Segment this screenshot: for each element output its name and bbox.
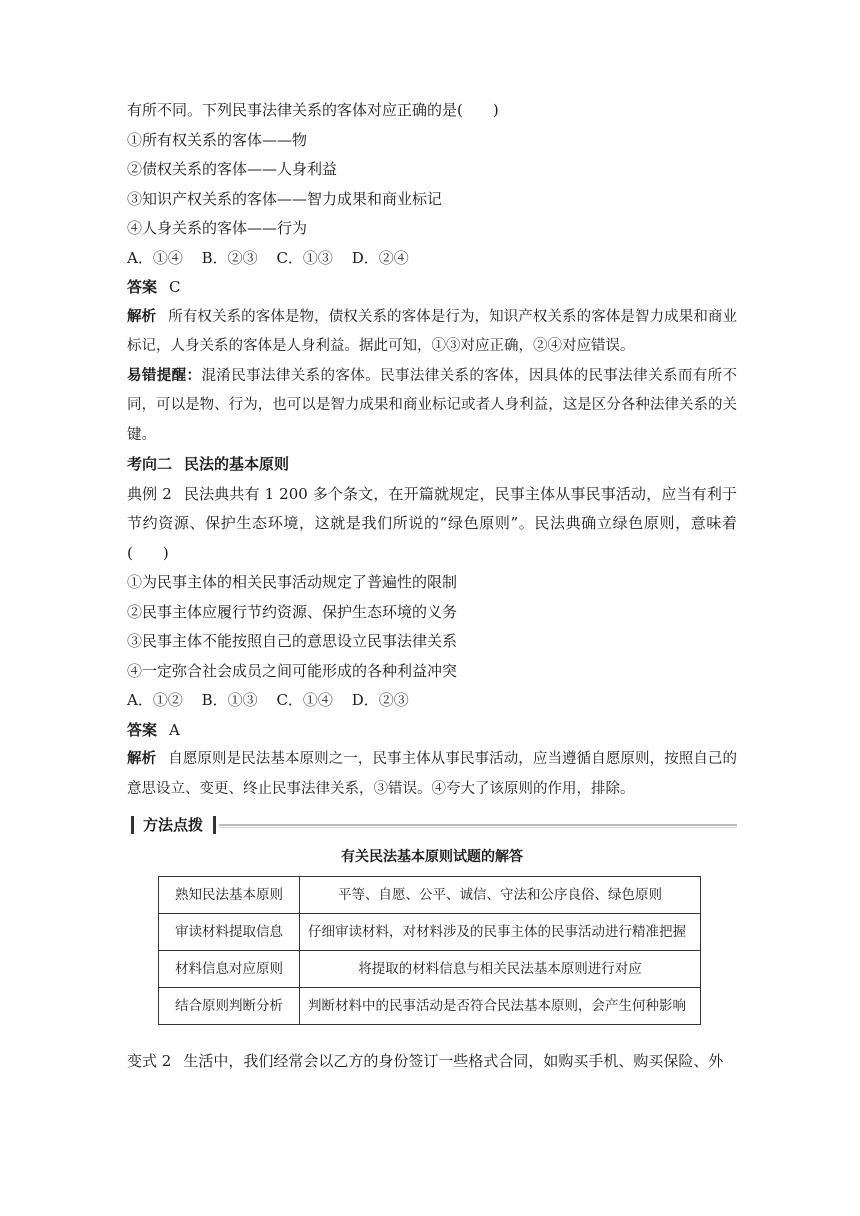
tip-paragraph (127, 362, 737, 451)
row-value: 判断材料中的民事活动是否符合民法基本原则，会产生何种影响 (300, 988, 701, 1025)
option-b: B．②③ (201, 248, 258, 267)
row-key: 审读材料提取信息 (159, 914, 300, 951)
answer-line (127, 273, 737, 303)
choice-item-4: ④人身关系的客体——行为 (127, 219, 308, 237)
tip-label: 易错提醒： (127, 367, 202, 384)
analysis-label: 解析 (127, 751, 157, 767)
answer-options (127, 244, 737, 274)
analysis-label: 解析 (127, 308, 157, 325)
method-bar (127, 812, 737, 838)
section-heading (127, 450, 737, 480)
analysis-text: 自愿原则是民法基本原则之一，民事主体从事民事活动，应当遵循自愿原则，按照自己的意思设立、变更、终止民事法律关系，③错误。④夸大了该原则的作用，排除。 (127, 751, 737, 797)
example-options (127, 686, 737, 716)
section-title: 民法的基本原则 (184, 455, 290, 473)
option-d: D．②③ (351, 691, 409, 709)
example-answer-line (127, 716, 737, 746)
method-table (158, 876, 701, 1025)
table-row (159, 877, 701, 914)
option-c: C．①④ (276, 691, 333, 709)
row-value: 仔细审读材料，对材料涉及的民事主体的民事活动进行精准把握 (300, 914, 701, 951)
question-stem-tail: 有所不同。下列民事法律关系的客体对应正确的是( ) (127, 101, 499, 119)
section-number: 考向二 (127, 455, 173, 473)
choice-item-2: ②债权关系的客体——人身利益 (127, 160, 338, 178)
document-page (127, 96, 737, 1077)
option-a: A．①④ (127, 248, 183, 267)
answer-label: 答案 (127, 720, 158, 739)
option-a: A．①② (127, 691, 183, 709)
variant-text: 生活中，我们经常会以乙方的身份签订一些格式合同，如购买手机、购买保险、外 (183, 1052, 724, 1070)
example-item-4: ④一定弥合社会成员之间可能形成的各种利益冲突 (127, 661, 458, 680)
bar-rule-secondary (219, 827, 737, 828)
table-row (159, 951, 701, 988)
analysis-text: 所有权关系的客体是物，债权关系的客体是行为，知识产权关系的客体是智力成果和商业标记，人身关系的客体是人身利益。据此可知，①③对应正确，②④对应错误。 (127, 308, 737, 354)
row-key: 熟知民法基本原则 (159, 877, 300, 914)
choice-item-1: ①所有权关系的客体——物 (127, 130, 308, 149)
analysis-paragraph (127, 303, 737, 362)
option-c: C．①③ (276, 248, 333, 267)
example-analysis-paragraph (127, 745, 737, 804)
table-row (159, 988, 701, 1025)
tip-text: 混淆民事法律关系的客体。民事法律关系的客体，因具体的民事法律关系而有所不同，可以是物、行为，也可以是智力成果和商业标记或者人身利益，这是区分各种法律关系的关键。 (127, 367, 737, 443)
variant-stem (127, 1047, 737, 1077)
variant-label: 变式 2 (127, 1052, 172, 1070)
example-label: 典例 2 (127, 484, 172, 503)
option-d: D．②④ (351, 248, 409, 267)
row-key: 结合原则判断分析 (159, 988, 300, 1025)
bar-left-mark (131, 816, 134, 834)
example-text: 民法典共有 1 200 多个条文，在开篇就规定，民事主体从事民事活动，应当有利于节约资源、保护生态环境，这就是我们所说的“绿色原则”。民法典确立绿色原则，意味着( ) (127, 484, 738, 562)
table-row (159, 914, 701, 951)
answer-label: 答案 (127, 278, 158, 296)
bar-rule (219, 824, 737, 826)
example-item-1: ①为民事主体的相关民事活动规定了普遍性的限制 (127, 573, 458, 591)
example-item-2: ②民事主体应履行节约资源、保护生态环境的义务 (127, 602, 458, 621)
option-b: B．①③ (201, 691, 258, 709)
bar-separator (213, 816, 216, 834)
row-value: 平等、自愿、公平、诚信、守法和公序良俗、绿色原则 (300, 877, 701, 914)
row-value: 将提取的材料信息与相关民法基本原则进行对应 (300, 951, 701, 988)
example-item-3: ③民事主体不能按照自己的意思设立民事法律关系 (127, 632, 458, 650)
answer-value: A (169, 720, 180, 739)
choice-item-3: ③知识产权关系的客体——智力成果和商业标记 (127, 189, 443, 208)
method-bar-title: 方法点拨 (143, 816, 204, 834)
row-key: 材料信息对应原则 (159, 951, 300, 988)
example-stem (127, 480, 737, 569)
answer-value: C (169, 278, 181, 296)
table-title: 有关民法基本原则试题的解答 (341, 849, 523, 865)
